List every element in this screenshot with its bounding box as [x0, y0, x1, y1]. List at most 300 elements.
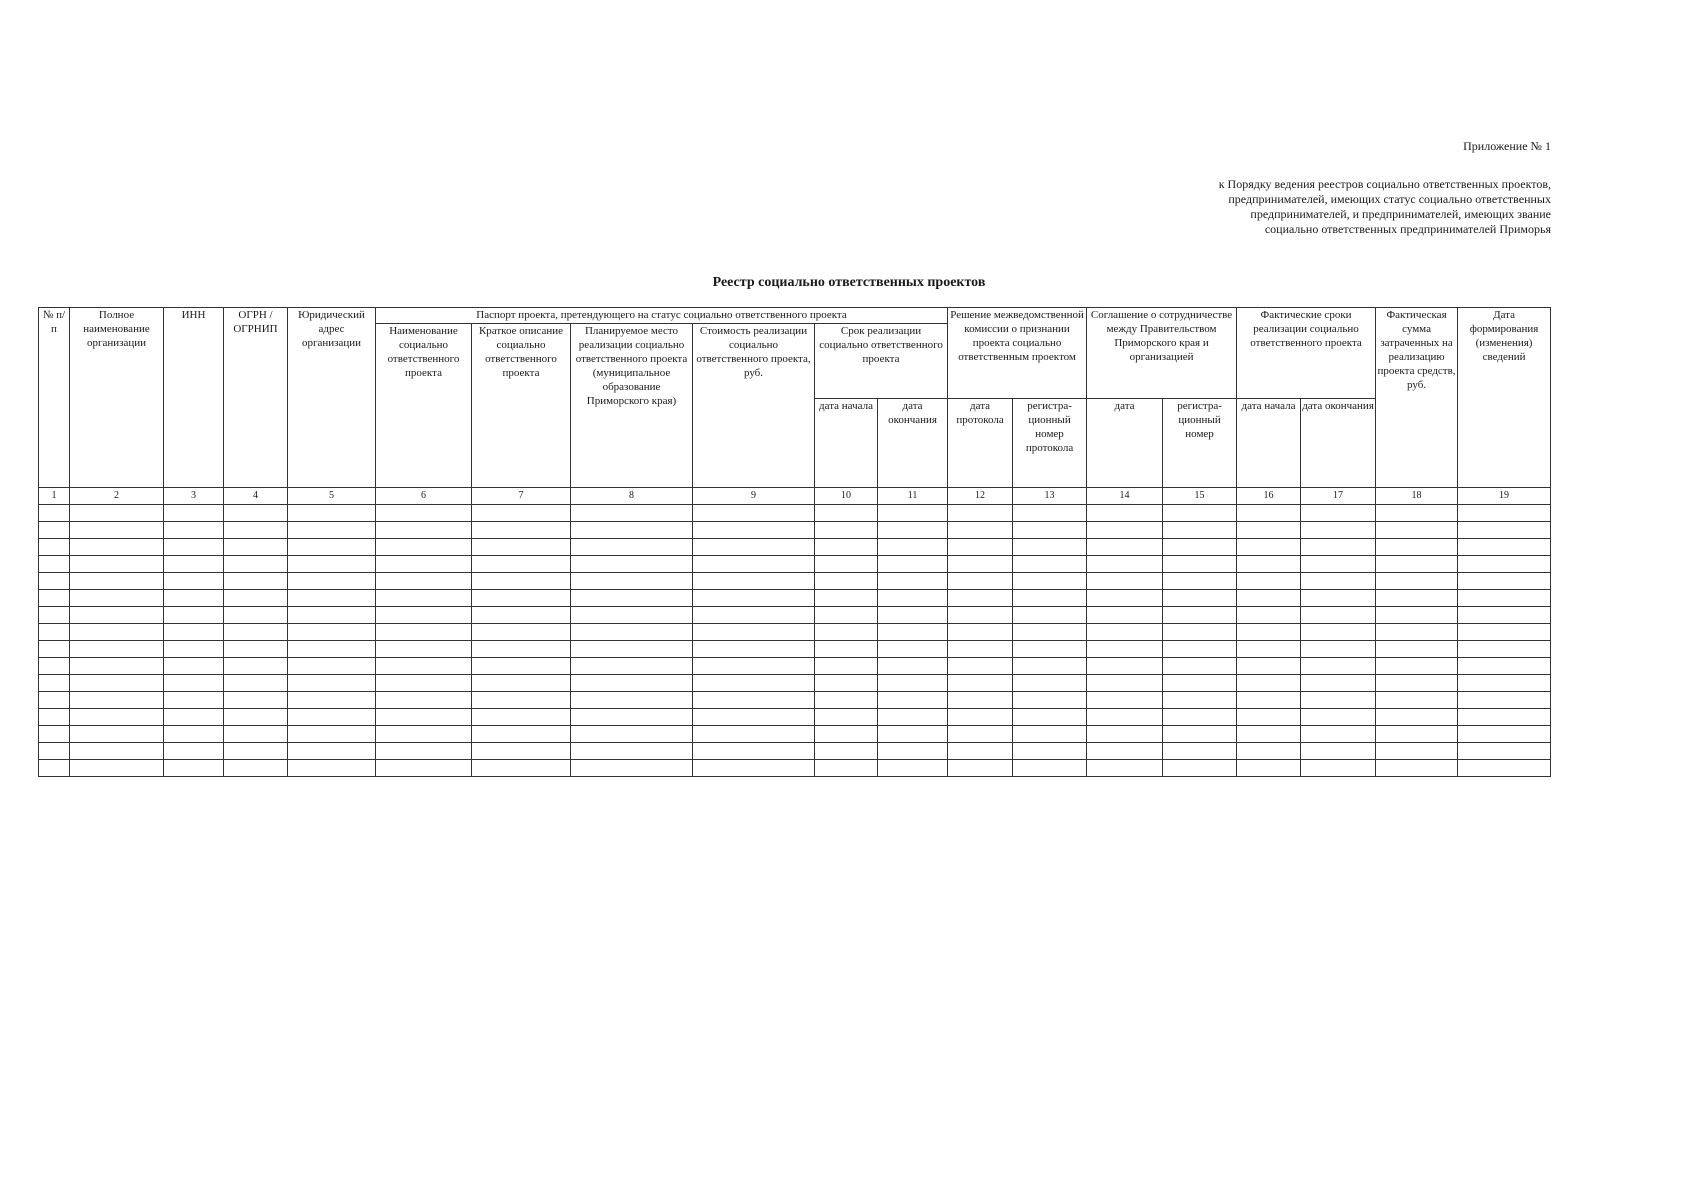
table-cell: [1163, 726, 1237, 743]
table-cell: [472, 505, 571, 522]
table-cell: [1163, 556, 1237, 573]
table-cell: [1376, 658, 1458, 675]
table-cell: [1458, 709, 1551, 726]
table-cell: [1458, 505, 1551, 522]
table-cell: [1163, 505, 1237, 522]
column-number: 6: [376, 488, 472, 505]
table-cell: [224, 624, 288, 641]
table-cell: [1376, 675, 1458, 692]
table-row: [39, 692, 1551, 709]
table-cell: [1376, 539, 1458, 556]
table-cell: [1163, 590, 1237, 607]
table-cell: [1163, 607, 1237, 624]
column-number: 10: [815, 488, 878, 505]
table-cell: [288, 692, 376, 709]
table-cell: [472, 726, 571, 743]
table-cell: [878, 641, 948, 658]
table-cell: [948, 624, 1013, 641]
table-cell: [693, 607, 815, 624]
table-cell: [1237, 556, 1301, 573]
table-cell: [472, 658, 571, 675]
table-cell: [70, 726, 164, 743]
table-cell: [376, 675, 472, 692]
table-cell: [164, 624, 224, 641]
table-cell: [164, 760, 224, 777]
table-cell: [1163, 522, 1237, 539]
table-cell: [948, 760, 1013, 777]
table-cell: [224, 675, 288, 692]
table-cell: [693, 505, 815, 522]
table-cell: [1087, 607, 1163, 624]
table-cell: [164, 709, 224, 726]
table-cell: [39, 726, 70, 743]
table-cell: [1301, 539, 1376, 556]
table-cell: [164, 692, 224, 709]
table-cell: [39, 641, 70, 658]
table-cell: [164, 539, 224, 556]
table-cell: [1301, 675, 1376, 692]
table-cell: [1087, 675, 1163, 692]
table-cell: [1376, 709, 1458, 726]
appendix-line: социально ответственных предпринимателей Приморья: [1264, 222, 1551, 236]
table-cell: [472, 760, 571, 777]
table-cell: [693, 624, 815, 641]
table-row: [39, 641, 1551, 658]
table-cell: [693, 743, 815, 760]
table-cell: [815, 522, 878, 539]
table-cell: [1237, 590, 1301, 607]
table-cell: [1376, 726, 1458, 743]
table-cell: [1301, 590, 1376, 607]
table-cell: [878, 760, 948, 777]
table-cell: [693, 641, 815, 658]
table-cell: [571, 607, 693, 624]
table-cell: [288, 505, 376, 522]
table-cell: [1301, 641, 1376, 658]
table-cell: [815, 675, 878, 692]
table-cell: [70, 607, 164, 624]
table-cell: [1013, 573, 1087, 590]
table-cell: [1237, 641, 1301, 658]
table-cell: [948, 607, 1013, 624]
table-cell: [948, 539, 1013, 556]
table-cell: [1376, 624, 1458, 641]
table-cell: [1087, 726, 1163, 743]
header-org-name: Полное наименование организации: [70, 308, 164, 488]
table-cell: [1458, 539, 1551, 556]
table-cell: [224, 743, 288, 760]
header-agreement-group: Соглашение о сотрудничестве между Правительством Приморского края и организацией: [1087, 308, 1237, 399]
table-cell: [948, 641, 1013, 658]
table-cell: [571, 658, 693, 675]
table-cell: [571, 760, 693, 777]
table-cell: [224, 590, 288, 607]
column-number: 2: [70, 488, 164, 505]
table-cell: [571, 641, 693, 658]
header-project-description: Краткое описание социально ответственного проекта: [472, 324, 571, 488]
table-cell: [571, 522, 693, 539]
table-cell: [472, 522, 571, 539]
column-number: 1: [39, 488, 70, 505]
table-cell: [224, 760, 288, 777]
table-cell: [1237, 573, 1301, 590]
table-cell: [1376, 607, 1458, 624]
table-cell: [815, 556, 878, 573]
table-cell: [1458, 760, 1551, 777]
column-number: 3: [164, 488, 224, 505]
table-cell: [1301, 692, 1376, 709]
header-term-end: дата окончания: [878, 399, 948, 488]
table-cell: [376, 607, 472, 624]
table-cell: [70, 743, 164, 760]
table-cell: [1458, 573, 1551, 590]
table-cell: [878, 709, 948, 726]
table-row: [39, 624, 1551, 641]
table-cell: [288, 743, 376, 760]
table-cell: [70, 641, 164, 658]
table-cell: [693, 556, 815, 573]
header-passport-group: Паспорт проекта, претендующего на статус социально ответственного проекта: [376, 308, 948, 324]
table-cell: [1087, 624, 1163, 641]
header-agreement-date: дата: [1087, 399, 1163, 488]
table-cell: [224, 505, 288, 522]
table-cell: [1013, 641, 1087, 658]
table-cell: [1458, 692, 1551, 709]
table-cell: [376, 692, 472, 709]
table-cell: [224, 658, 288, 675]
table-cell: [571, 573, 693, 590]
header-decision-group: Решение межведомственной комиссии о признании проекта социально ответственным проектом: [948, 308, 1087, 399]
table-cell: [70, 522, 164, 539]
table-cell: [1013, 726, 1087, 743]
table-cell: [1458, 658, 1551, 675]
header-agreement-number: регистра-ционный номер: [1163, 399, 1237, 488]
table-cell: [472, 624, 571, 641]
table-cell: [1376, 692, 1458, 709]
table-cell: [948, 726, 1013, 743]
table-cell: [1013, 556, 1087, 573]
header-term-group: Срок реализации социально ответственного проекта: [815, 324, 948, 399]
table-cell: [815, 573, 878, 590]
table-cell: [288, 675, 376, 692]
table-cell: [815, 505, 878, 522]
table-cell: [1013, 607, 1087, 624]
table-cell: [164, 522, 224, 539]
table-cell: [1458, 726, 1551, 743]
table-cell: [878, 539, 948, 556]
table-cell: [693, 658, 815, 675]
table-cell: [1458, 522, 1551, 539]
table-cell: [164, 607, 224, 624]
column-number: 18: [1376, 488, 1458, 505]
table-cell: [288, 760, 376, 777]
table-cell: [472, 675, 571, 692]
column-number: 11: [878, 488, 948, 505]
table-cell: [376, 556, 472, 573]
table-cell: [1013, 505, 1087, 522]
table-cell: [693, 675, 815, 692]
table-cell: [1301, 505, 1376, 522]
table-cell: [1237, 760, 1301, 777]
table-cell: [1237, 624, 1301, 641]
table-cell: [164, 505, 224, 522]
table-cell: [39, 539, 70, 556]
table-cell: [1087, 522, 1163, 539]
table-cell: [1458, 556, 1551, 573]
table-cell: [1301, 743, 1376, 760]
table-cell: [693, 539, 815, 556]
table-cell: [1237, 505, 1301, 522]
table-cell: [1087, 556, 1163, 573]
table-cell: [288, 573, 376, 590]
table-cell: [1087, 590, 1163, 607]
table-cell: [571, 556, 693, 573]
table-cell: [1163, 658, 1237, 675]
table-row: [39, 539, 1551, 556]
table-cell: [815, 658, 878, 675]
table-cell: [70, 709, 164, 726]
table-cell: [1376, 641, 1458, 658]
table-cell: [948, 590, 1013, 607]
column-number-row: [39, 488, 1551, 505]
table-cell: [376, 573, 472, 590]
column-number: 14: [1087, 488, 1163, 505]
table-cell: [288, 607, 376, 624]
table-cell: [1013, 675, 1087, 692]
table-cell: [1376, 760, 1458, 777]
table-cell: [1301, 556, 1376, 573]
table-cell: [571, 505, 693, 522]
table-cell: [1163, 692, 1237, 709]
table-cell: [164, 573, 224, 590]
table-cell: [288, 624, 376, 641]
table-cell: [1163, 539, 1237, 556]
table-cell: [376, 624, 472, 641]
table-cell: [1087, 743, 1163, 760]
table-cell: [1237, 709, 1301, 726]
table-cell: [70, 760, 164, 777]
column-number: 16: [1237, 488, 1301, 505]
table-row: [39, 505, 1551, 522]
table-cell: [376, 743, 472, 760]
table-cell: [1376, 522, 1458, 539]
table-cell: [1163, 641, 1237, 658]
appendix-line: предпринимателей, имеющих статус социально ответственных: [1228, 192, 1551, 206]
table-cell: [571, 675, 693, 692]
table-cell: [878, 607, 948, 624]
table-row: [39, 760, 1551, 777]
header-fact-group: Фактические сроки реализации социально ответственного проекта: [1237, 308, 1376, 399]
appendix-line: предпринимателей, и предпринимателей, имеющих звание: [1250, 207, 1551, 221]
table-cell: [39, 658, 70, 675]
table-cell: [571, 539, 693, 556]
column-number: 13: [1013, 488, 1087, 505]
document-title: Реестр социально ответственных проектов: [712, 275, 986, 290]
table-cell: [288, 522, 376, 539]
table-cell: [376, 641, 472, 658]
table-cell: [1013, 760, 1087, 777]
table-cell: [1237, 658, 1301, 675]
table-cell: [1458, 624, 1551, 641]
table-row: [39, 607, 1551, 624]
table-cell: [571, 726, 693, 743]
table-cell: [70, 505, 164, 522]
table-cell: [693, 522, 815, 539]
table-cell: [948, 522, 1013, 539]
table-cell: [39, 760, 70, 777]
column-number: 5: [288, 488, 376, 505]
table-cell: [693, 692, 815, 709]
table-row: [39, 726, 1551, 743]
table-cell: [39, 743, 70, 760]
table-cell: [1237, 539, 1301, 556]
table-cell: [1087, 709, 1163, 726]
table-cell: [1237, 607, 1301, 624]
table-cell: [1087, 505, 1163, 522]
table-cell: [693, 590, 815, 607]
table-cell: [164, 726, 224, 743]
registry-table: [38, 307, 1551, 777]
table-cell: [1458, 743, 1551, 760]
table-cell: [224, 726, 288, 743]
table-cell: [693, 726, 815, 743]
table-cell: [1237, 743, 1301, 760]
table-row: [39, 743, 1551, 760]
table-row: [39, 573, 1551, 590]
header-ogrn: ОГРН / ОГРНИП: [224, 308, 288, 488]
table-cell: [164, 658, 224, 675]
table-cell: [1301, 658, 1376, 675]
table-cell: [288, 726, 376, 743]
table-cell: [164, 556, 224, 573]
table-cell: [1301, 726, 1376, 743]
table-cell: [70, 590, 164, 607]
appendix-title: Приложение № 1: [1463, 139, 1551, 153]
table-cell: [472, 692, 571, 709]
table-cell: [1013, 658, 1087, 675]
table-cell: [1013, 709, 1087, 726]
table-cell: [288, 539, 376, 556]
table-cell: [224, 692, 288, 709]
table-cell: [39, 590, 70, 607]
table-cell: [948, 709, 1013, 726]
table-cell: [1163, 709, 1237, 726]
table-cell: [70, 692, 164, 709]
table-cell: [1301, 573, 1376, 590]
table-cell: [39, 556, 70, 573]
table-cell: [224, 709, 288, 726]
table-cell: [1458, 641, 1551, 658]
column-number: 7: [472, 488, 571, 505]
table-cell: [571, 743, 693, 760]
table-cell: [1376, 743, 1458, 760]
table-cell: [948, 505, 1013, 522]
table-cell: [1237, 692, 1301, 709]
table-cell: [815, 624, 878, 641]
column-number: 9: [693, 488, 815, 505]
table-cell: [1013, 692, 1087, 709]
table-cell: [39, 709, 70, 726]
table-cell: [1376, 573, 1458, 590]
column-number: 4: [224, 488, 288, 505]
table-cell: [815, 641, 878, 658]
table-cell: [1013, 590, 1087, 607]
table-cell: [1013, 624, 1087, 641]
header-actual-sum: Фактическая сумма затраченных на реализацию проекта средств, руб.: [1376, 308, 1458, 488]
table-cell: [815, 539, 878, 556]
table-cell: [815, 760, 878, 777]
table-cell: [376, 726, 472, 743]
table-cell: [1163, 675, 1237, 692]
table-cell: [1301, 709, 1376, 726]
table-cell: [1376, 556, 1458, 573]
empty-rows: [39, 505, 1551, 777]
table-cell: [224, 607, 288, 624]
table-cell: [948, 692, 1013, 709]
table-row: [39, 658, 1551, 675]
table-row: [39, 556, 1551, 573]
header-fact-start: дата начала: [1237, 399, 1301, 488]
table-cell: [70, 573, 164, 590]
table-cell: [1087, 641, 1163, 658]
table-cell: [1301, 607, 1376, 624]
header-project-place: Планируемое место реализации социально ответственного проекта (муниципальное образование Приморского края): [571, 324, 693, 488]
table-cell: [288, 709, 376, 726]
table-cell: [815, 743, 878, 760]
column-number: 8: [571, 488, 693, 505]
table-cell: [472, 539, 571, 556]
table-cell: [1087, 539, 1163, 556]
table-cell: [1458, 590, 1551, 607]
table-cell: [472, 607, 571, 624]
table-cell: [1301, 522, 1376, 539]
table-cell: [164, 590, 224, 607]
table-cell: [472, 556, 571, 573]
table-cell: [1087, 658, 1163, 675]
table-cell: [1163, 760, 1237, 777]
table-cell: [1163, 573, 1237, 590]
table-cell: [1376, 590, 1458, 607]
table-cell: [376, 760, 472, 777]
table-cell: [878, 743, 948, 760]
table-cell: [224, 556, 288, 573]
table-cell: [472, 590, 571, 607]
table-cell: [164, 675, 224, 692]
table-cell: [693, 760, 815, 777]
table-cell: [571, 624, 693, 641]
table-cell: [39, 522, 70, 539]
table-cell: [878, 658, 948, 675]
table-cell: [472, 641, 571, 658]
appendix-reference: [1131, 177, 1551, 237]
table-cell: [948, 573, 1013, 590]
table-cell: [70, 658, 164, 675]
column-number: 15: [1163, 488, 1237, 505]
table-cell: [948, 675, 1013, 692]
table-cell: [376, 522, 472, 539]
table-cell: [1087, 573, 1163, 590]
table-cell: [1163, 743, 1237, 760]
table-cell: [1163, 624, 1237, 641]
table-cell: [815, 726, 878, 743]
table-cell: [1087, 760, 1163, 777]
table-cell: [1301, 624, 1376, 641]
table-cell: [571, 709, 693, 726]
table-cell: [878, 590, 948, 607]
header-protocol-date: дата протокола: [948, 399, 1013, 488]
table-cell: [1301, 760, 1376, 777]
table-cell: [288, 641, 376, 658]
